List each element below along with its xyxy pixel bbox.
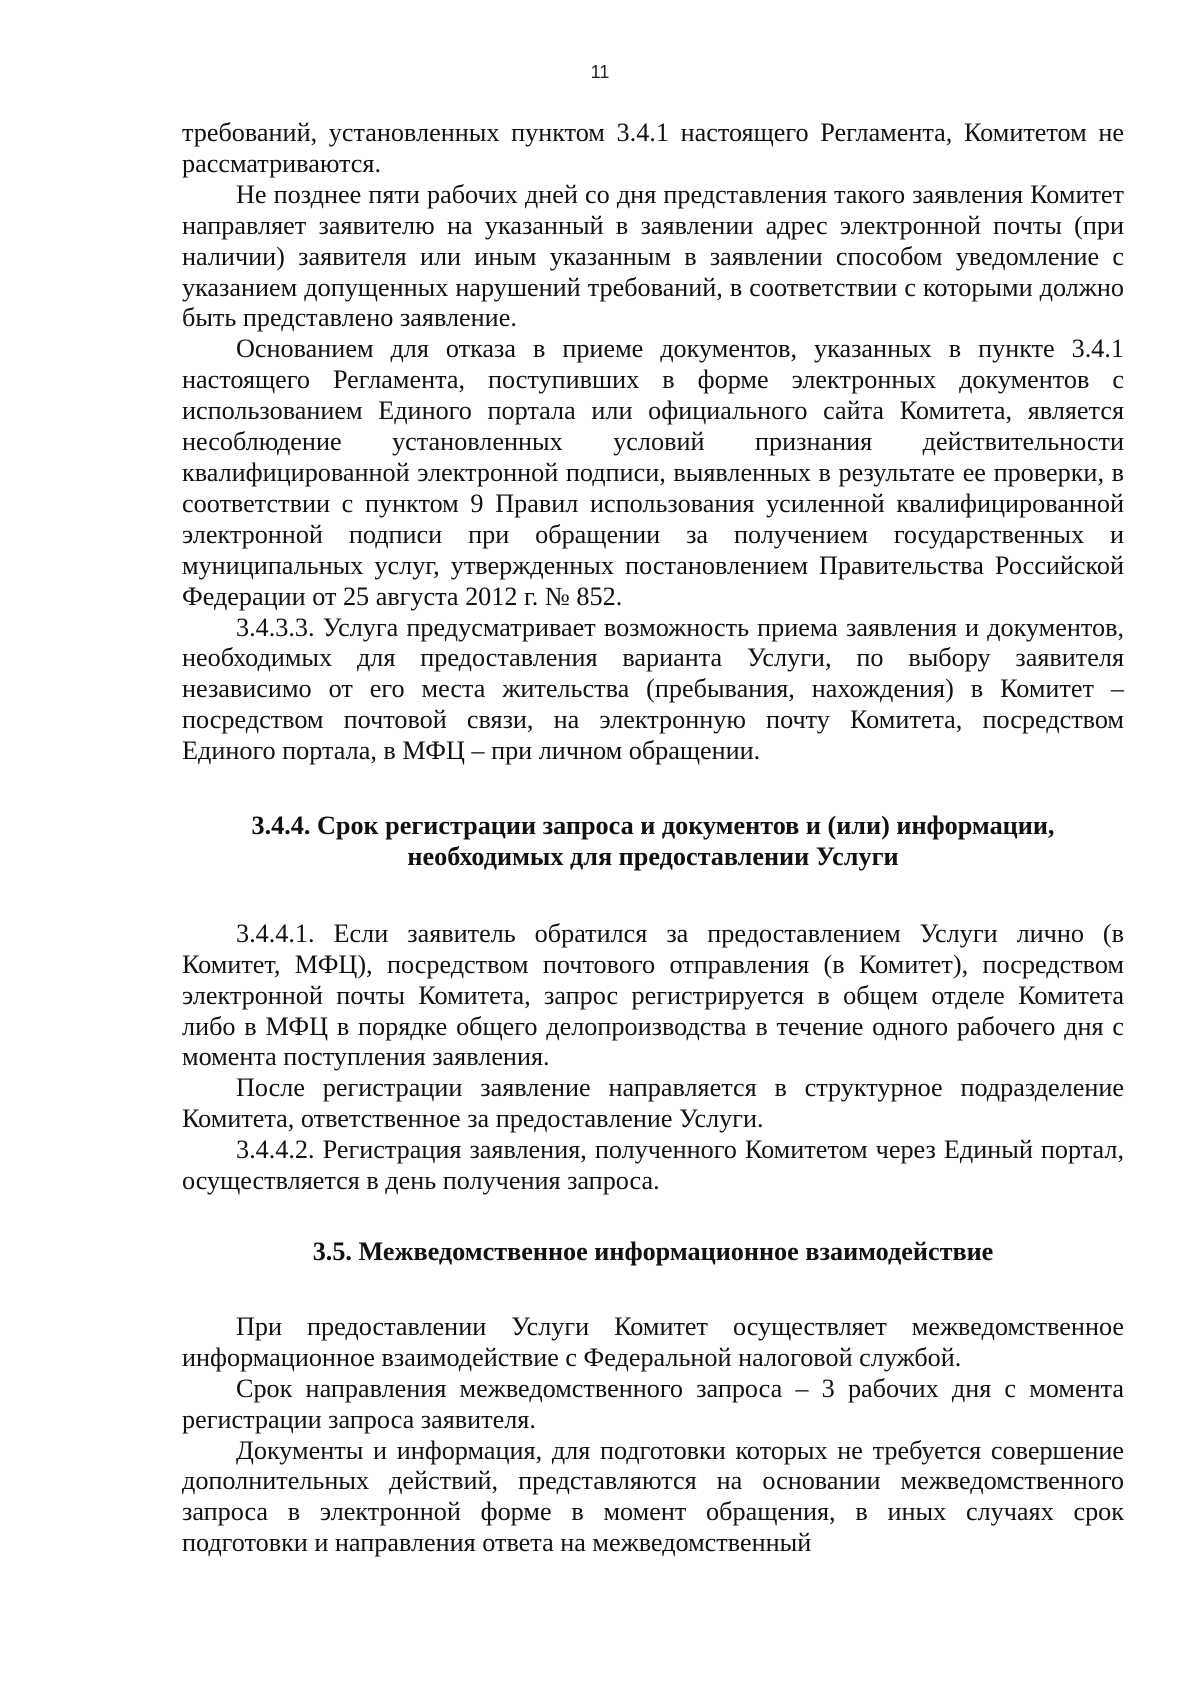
section-heading-3-4-4-line2: необходимых для предоставлении Услуги [407,841,899,871]
paragraph-after-registration: После регистрации заявление направляется в структурное подразделение Комитета, ответственное за предоставление Услуги. [182,1073,1124,1134]
paragraph-3-5-deadline: Срок направления межведомственного запроса – 3 рабочих дня с момента регистрации запроса заявителя. [182,1373,1124,1434]
section-heading-3-5: 3.5. Межведомственное информационное взаимодействие [312,1237,994,1266]
paragraph-3-5-documents: Документы и информация, для подготовки которых не требуется совершение дополнительных действий, представляются на основании межведомственного запроса в электронной форме в момент обращения, в иных случаях срок подготовки и направления ответа на межведомственный [182,1435,1124,1558]
paragraph-3-4-4-2: 3.4.4.2. Регистрация заявления, полученного Комитетом через Единый портал, осуществляется в день получения запроса. [182,1135,1124,1196]
paragraph-refusal-grounds: Основанием для отказа в приеме документов, указанных в пункте 3.4.1 настоящего Регламента, поступивших в форме электронных документов с использованием Единого портала или официального сайта Комитета, является несоблюдение установленных условий признания действительности квалифицированной электронной подписи, выявленных в результате ее проверки, в соответствии с пунктом 9 Правил использования усиленной квалифицированной электронной подписи при обращении за получением государственных и муниципальных услуг, утвержденных постановлением Правительства Российской Федерации от 25 августа 2012 г. № 852. [182,334,1124,611]
paragraph-3-4-4-1: 3.4.4.1. Если заявитель обратился за предоставлением Услуги лично (в Комитет, МФЦ), посредством почтового отправления (в Комитет), посредством электронной почты Комитета, запрос регистрируется в общем отделе Комитета либо в МФЦ в порядке общего делопроизводства в течение одного рабочего дня с момента поступления заявления. [182,918,1124,1072]
section-heading-3-4-4-line1: 3.4.4. Срок регистрации запроса и документов и (или) информации, [251,811,1055,841]
paragraph-3-4-3-3: 3.4.3.3. Услуга предусматривает возможность приема заявления и документов, необходимых для предоставления варианта Услуги, по выбору заявителя независимо от его места жительства (пребывания, нахождения) в Комитет – посредством почтовой связи, на электронную почту Комитета, посредством Единого портала, в МФЦ – при личном обращении. [182,612,1124,766]
paragraph-3-5-interaction: При предоставлении Услуги Комитет осуществляет межведомственное информационное взаимодействие с Федеральной налоговой службой. [182,1311,1124,1372]
paragraph-notification: Не позднее пяти рабочих дней со дня представления такого заявления Комитет направляет заявителю на указанный в заявлении адрес электронной почты (при наличии) заявителя или иным указанным в заявлении способом уведомление с указанием допущенных нарушений требований, в соответствии с которыми должно быть представлено заявление. [182,179,1124,333]
document-body [182,118,1124,1559]
page-number: 11 [590,62,610,82]
paragraph-continuation: требований, установленных пунктом 3.4.1 настоящего Регламента, Комитетом не рассматриваются. [182,118,1124,178]
